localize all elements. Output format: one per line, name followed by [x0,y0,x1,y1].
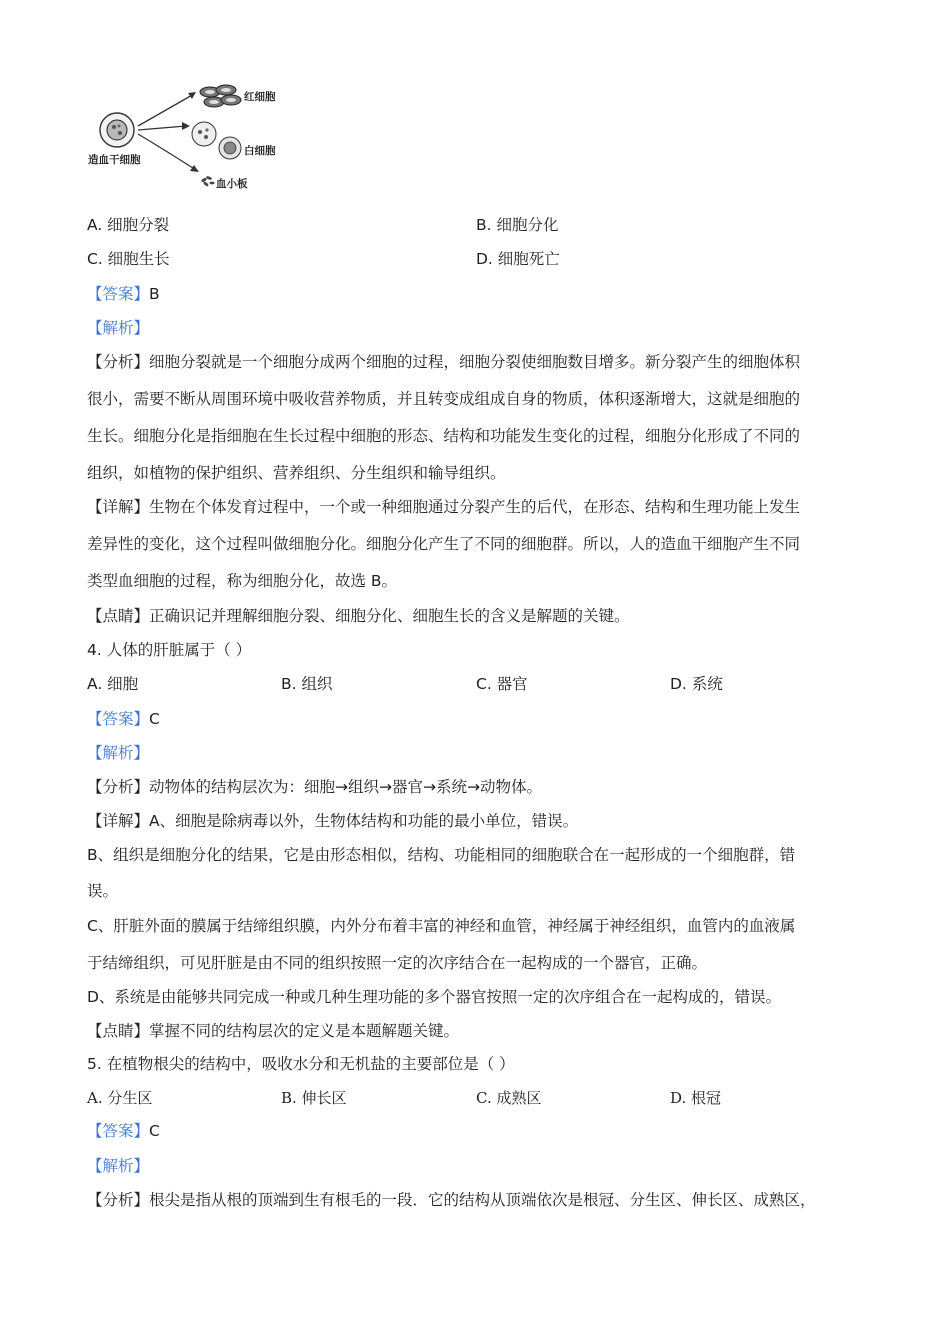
q5-option-a: A. 分生区 [87,1089,153,1107]
q5-analysis-heading [87,1156,149,1176]
q4-option-a: A. 细胞 [87,675,139,693]
arrow-to-platelet [138,134,196,170]
dianjing-tag: 【点睛】 [87,607,150,625]
q3-fenxi-line-2: 很小，需要不断从周围环境中吸收营养物质，并且转变成组成自身的物质，体积逐渐增大，这就是细胞的 [87,390,801,408]
analysis-tag: 【解析】 [87,319,150,337]
q3-answer [87,284,160,304]
q4-question: 4. 人体的肝脏属于（ ） [87,641,252,659]
xiangjie-tag: 【详解】 [87,498,150,516]
stem-cell-icon [100,113,134,147]
q4-fenxi [87,777,542,797]
label-platelet: 血小板 [216,178,248,190]
q4-analysis-heading [87,743,149,763]
arrow-to-white [138,126,186,130]
xiangjie-tag: 【详解】 [87,812,150,830]
q3-fenxi-line-3: 生长。细胞分化是指细胞在生长过程中细胞的形态、结构和功能发生变化的过程，细胞分化形成了不同的 [87,427,801,445]
red-cell-icon [200,85,241,107]
q5-option-d: D. 根冠 [670,1089,722,1107]
label-white-cell: 白细胞 [244,145,276,157]
xiangjie-text: 生物在个体发育过程中，一个或一种细胞通过分裂产生的后代，在形态、结构和生理功能上发生 [149,498,801,516]
fenxi-tag: 【分析】 [87,778,150,796]
q4-xiangjie-line-1 [87,811,578,831]
q4-xiangjie-line-6: D、系统是由能够共同完成一种或几种生理功能的多个器官按照一定的次序组合在一起构成的，错误。 [87,988,781,1006]
q5-option-b: B. 伸长区 [281,1089,347,1107]
answer-value: C [149,710,160,728]
fenxi-tag: 【分析】 [87,353,150,371]
fenxi-text: 动物体的结构层次为：细胞→组织→器官→系统→动物体。 [149,778,542,796]
platelet-icon [201,176,215,188]
dianjing-tag: 【点睛】 [87,1022,150,1040]
q3-option-b: B. 细胞分化 [476,216,559,234]
label-stem-cell: 造血干细胞 [88,154,141,166]
analysis-tag: 【解析】 [87,744,150,762]
arrow-to-red [138,94,194,126]
answer-value: C [149,1122,160,1140]
q3-xiangjie-line-2: 差异性的变化，这个过程叫做细胞分化。细胞分化产生了不同的细胞群。所以，人的造血干细胞产生不同 [87,535,801,553]
q5-question: 5. 在植物根尖的结构中，吸收水分和无机盐的主要部位是（ ） [87,1055,515,1073]
q4-xiangjie-line-3: 误。 [87,882,119,900]
q3-option-d: D. 细胞死亡 [476,250,560,268]
analysis-tag: 【解析】 [87,1157,150,1175]
answer-tag: 【答案】 [87,285,150,303]
q3-analysis-heading [87,318,149,338]
q3-option-c: C. 细胞生长 [87,250,170,268]
q5-fenxi [87,1190,816,1210]
arrows [138,94,196,170]
answer-value: B [149,285,160,303]
differentiation-diagram [86,80,301,198]
dianjing-text: 掌握不同的结构层次的定义是本题解题关键。 [149,1022,460,1040]
q3-fenxi-line-4: 组织，如植物的保护组织、营养组织、分生组织和输导组织。 [87,464,506,482]
q3-xiangjie-line-3: 类型血细胞的过程，称为细胞分化，故选 B。 [87,572,398,590]
q3-fenxi-line-1 [87,352,800,372]
fenxi-text: 根尖是指从根的顶端到生有根毛的一段．它的结构从顶端依次是根冠、分生区、伸长区、成熟区， [149,1191,816,1209]
answer-tag: 【答案】 [87,1122,150,1140]
q4-option-c: C. 器官 [476,675,528,693]
q4-xiangjie-line-4: C、肝脏外面的膜属于结缔组织膜，内外分布着丰富的神经和血管，神经属于神经组织，血管内的血液属 [87,917,796,935]
fenxi-text: 细胞分裂就是一个细胞分成两个细胞的过程，细胞分裂使细胞数目增多。新分裂产生的细胞体积 [149,353,801,371]
q4-answer [87,709,160,729]
xiangjie-text: A、细胞是除病毒以外，生物体结构和功能的最小单位，错误。 [149,812,579,830]
q5-option-c: C. 成熟区 [476,1089,542,1107]
q4-xiangjie-line-2: B、组织是细胞分化的结果，它是由形态相似，结构、功能相同的细胞联合在一起形成的一个细胞群，错 [87,846,796,864]
q3-xiangjie-line-1 [87,497,800,517]
dianjing-text: 正确识记并理解细胞分裂、细胞分化、细胞生长的含义是解题的关键。 [149,607,630,625]
q4-xiangjie-line-5: 于结缔组织，可见肝脏是由不同的组织按照一定的次序结合在一起构成的一个器官，正确。 [87,954,708,972]
q4-dianjing [87,1021,459,1041]
white-cell-icon [192,122,241,159]
q4-option-d: D. 系统 [670,675,723,693]
answer-tag: 【答案】 [87,710,150,728]
q3-option-a: A. 细胞分裂 [87,216,170,234]
q3-dianjing [87,606,630,626]
fenxi-tag: 【分析】 [87,1191,150,1209]
q4-option-b: B. 组织 [281,675,333,693]
cell-differentiation-figure [86,80,301,198]
q5-answer [87,1121,160,1141]
label-red-cell: 红细胞 [244,91,276,103]
